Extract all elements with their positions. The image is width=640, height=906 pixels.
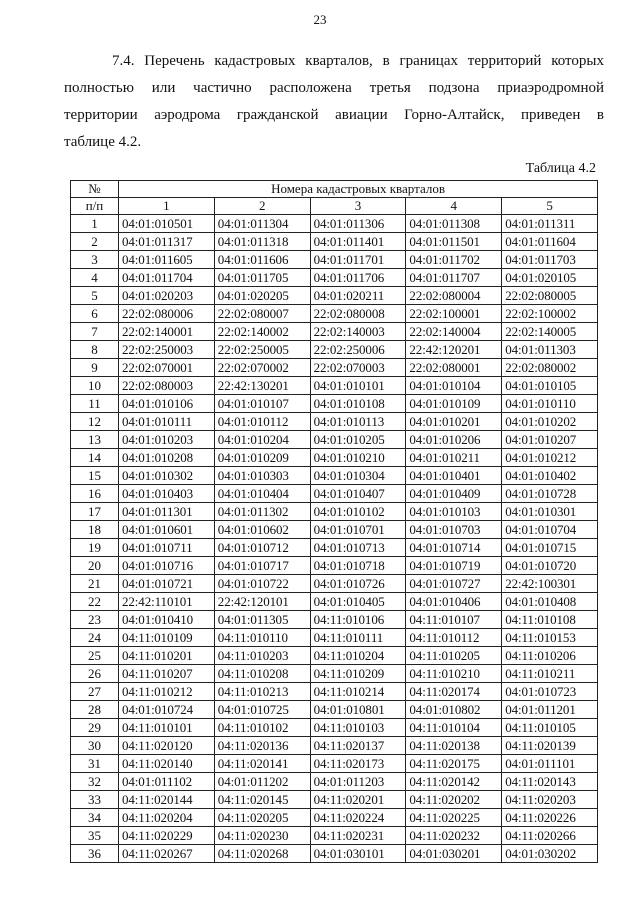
cadastral-number-cell: 04:11:010213 bbox=[214, 683, 310, 701]
cadastral-number-cell: 04:01:011705 bbox=[214, 269, 310, 287]
cadastral-number-cell: 04:01:011102 bbox=[119, 773, 215, 791]
table-row bbox=[71, 215, 598, 233]
cadastral-number-cell: 22:02:140004 bbox=[406, 323, 502, 341]
cadastral-number-cell: 04:11:020139 bbox=[502, 737, 598, 755]
cadastral-number-cell: 22:02:250006 bbox=[310, 341, 406, 359]
column-label: 3 bbox=[310, 198, 406, 215]
cadastral-number-cell: 04:01:010722 bbox=[214, 575, 310, 593]
cadastral-number-cell: 04:11:010111 bbox=[310, 629, 406, 647]
row-number-cell: 5 bbox=[71, 287, 119, 305]
row-number-cell: 15 bbox=[71, 467, 119, 485]
paragraph-line: таблице 4.2. bbox=[64, 134, 142, 150]
cadastral-number-cell: 04:11:020229 bbox=[119, 827, 215, 845]
cadastral-number-cell: 04:01:010718 bbox=[310, 557, 406, 575]
cadastral-number-cell: 04:01:010107 bbox=[214, 395, 310, 413]
cadastral-number-cell: 04:01:011703 bbox=[502, 251, 598, 269]
cadastral-number-cell: 22:02:070003 bbox=[310, 359, 406, 377]
cadastral-number-cell: 04:01:010105 bbox=[502, 377, 598, 395]
cadastral-number-cell: 22:02:140001 bbox=[119, 323, 215, 341]
cadastral-number-cell: 04:01:011704 bbox=[119, 269, 215, 287]
cadastral-number-cell: 04:01:011201 bbox=[502, 701, 598, 719]
cadastral-number-cell: 04:01:010211 bbox=[406, 449, 502, 467]
row-number-cell: 35 bbox=[71, 827, 119, 845]
cadastral-number-cell: 04:01:010202 bbox=[502, 413, 598, 431]
cadastral-number-cell: 04:01:010726 bbox=[310, 575, 406, 593]
cadastral-number-cell: 04:01:010210 bbox=[310, 449, 406, 467]
row-number-cell: 8 bbox=[71, 341, 119, 359]
cadastral-number-cell: 22:02:250005 bbox=[214, 341, 310, 359]
cadastral-number-cell: 22:02:080008 bbox=[310, 305, 406, 323]
cadastral-number-cell: 04:01:011308 bbox=[406, 215, 502, 233]
cadastral-number-cell: 04:01:010209 bbox=[214, 449, 310, 467]
paragraph-line: полностью или частично расположена третья подзона приаэродромной bbox=[64, 80, 604, 96]
row-number-cell: 29 bbox=[71, 719, 119, 737]
cadastral-number-cell: 04:11:010214 bbox=[310, 683, 406, 701]
cadastral-number-cell: 04:01:010401 bbox=[406, 467, 502, 485]
cadastral-number-cell: 04:01:010601 bbox=[119, 521, 215, 539]
row-number-cell: 2 bbox=[71, 233, 119, 251]
row-number-cell: 1 bbox=[71, 215, 119, 233]
cadastral-number-cell: 04:11:020138 bbox=[406, 737, 502, 755]
table-row bbox=[71, 593, 598, 611]
column-label: 2 bbox=[214, 198, 310, 215]
table-row bbox=[71, 791, 598, 809]
cadastral-number-cell: 04:11:020268 bbox=[214, 845, 310, 863]
table-row bbox=[71, 485, 598, 503]
cadastral-number-cell: 04:01:011318 bbox=[214, 233, 310, 251]
table-row bbox=[71, 755, 598, 773]
cadastral-number-cell: 04:11:020120 bbox=[119, 737, 215, 755]
cadastral-number-cell: 04:01:010101 bbox=[310, 377, 406, 395]
cadastral-number-cell: 04:01:010207 bbox=[502, 431, 598, 449]
row-number-cell: 12 bbox=[71, 413, 119, 431]
row-number-cell: 24 bbox=[71, 629, 119, 647]
cadastral-number-cell: 04:01:010801 bbox=[310, 701, 406, 719]
cadastral-number-cell: 04:01:010714 bbox=[406, 539, 502, 557]
cadastral-number-cell: 22:02:080001 bbox=[406, 359, 502, 377]
cadastral-number-cell: 04:11:010112 bbox=[406, 629, 502, 647]
row-number-cell: 10 bbox=[71, 377, 119, 395]
row-number-cell: 14 bbox=[71, 449, 119, 467]
cadastral-number-cell: 04:11:020226 bbox=[502, 809, 598, 827]
table-row bbox=[71, 377, 598, 395]
cadastral-number-cell: 04:01:011301 bbox=[119, 503, 215, 521]
cadastral-number-cell: 04:01:010409 bbox=[406, 485, 502, 503]
cadastral-number-cell: 04:01:010403 bbox=[119, 485, 215, 503]
table-row bbox=[71, 341, 598, 359]
row-number-cell: 28 bbox=[71, 701, 119, 719]
cadastral-number-cell: 04:01:010212 bbox=[502, 449, 598, 467]
cadastral-number-cell: 22:02:080005 bbox=[502, 287, 598, 305]
cadastral-number-cell: 04:11:020173 bbox=[310, 755, 406, 773]
cadastral-number-cell: 04:11:010205 bbox=[406, 647, 502, 665]
cadastral-number-cell: 04:01:011101 bbox=[502, 755, 598, 773]
cadastral-number-cell: 04:11:010103 bbox=[310, 719, 406, 737]
row-number-cell: 36 bbox=[71, 845, 119, 863]
table-row bbox=[71, 503, 598, 521]
cadastral-number-cell: 04:01:010713 bbox=[310, 539, 406, 557]
row-number-cell: 11 bbox=[71, 395, 119, 413]
cadastral-number-cell: 04:01:010201 bbox=[406, 413, 502, 431]
row-number-cell: 26 bbox=[71, 665, 119, 683]
cadastral-number-cell: 04:01:011317 bbox=[119, 233, 215, 251]
cadastral-number-cell: 22:02:070002 bbox=[214, 359, 310, 377]
table-row bbox=[71, 467, 598, 485]
cadastral-number-cell: 04:11:010206 bbox=[502, 647, 598, 665]
cadastral-number-cell: 04:11:020136 bbox=[214, 737, 310, 755]
table-row bbox=[71, 737, 598, 755]
cadastral-number-cell: 04:01:020205 bbox=[214, 287, 310, 305]
row-number-cell: 21 bbox=[71, 575, 119, 593]
table-caption: Таблица 4.2 bbox=[525, 161, 596, 176]
cadastral-number-cell: 22:42:110101 bbox=[119, 593, 215, 611]
cadastral-number-cell: 04:11:020231 bbox=[310, 827, 406, 845]
cadastral-number-cell: 04:11:010109 bbox=[119, 629, 215, 647]
cadastral-number-cell: 04:01:011707 bbox=[406, 269, 502, 287]
table-row bbox=[71, 305, 598, 323]
cadastral-number-cell: 04:11:010105 bbox=[502, 719, 598, 737]
cadastral-number-cell: 22:02:140005 bbox=[502, 323, 598, 341]
cadastral-number-cell: 04:01:010301 bbox=[502, 503, 598, 521]
table-row bbox=[71, 269, 598, 287]
cadastral-number-cell: 04:01:010109 bbox=[406, 395, 502, 413]
row-number-cell: 7 bbox=[71, 323, 119, 341]
cadastral-number-cell: 04:01:010704 bbox=[502, 521, 598, 539]
cadastral-number-cell: 04:01:020105 bbox=[502, 269, 598, 287]
table-row bbox=[71, 827, 598, 845]
table-row bbox=[71, 845, 598, 863]
cadastral-number-cell: 04:01:010106 bbox=[119, 395, 215, 413]
cadastral-number-cell: 04:01:010108 bbox=[310, 395, 406, 413]
cadastral-number-cell: 04:01:020203 bbox=[119, 287, 215, 305]
cadastral-number-cell: 04:01:011203 bbox=[310, 773, 406, 791]
cadastral-number-cell: 22:02:140002 bbox=[214, 323, 310, 341]
cadastral-number-cell: 04:01:010302 bbox=[119, 467, 215, 485]
cadastral-number-cell: 04:01:030202 bbox=[502, 845, 598, 863]
cadastral-number-cell: 04:11:010208 bbox=[214, 665, 310, 683]
cadastral-number-cell: 04:01:011306 bbox=[310, 215, 406, 233]
cadastral-number-cell: 04:11:020142 bbox=[406, 773, 502, 791]
cadastral-number-cell: 04:01:010103 bbox=[406, 503, 502, 521]
cadastral-number-cell: 04:01:010112 bbox=[214, 413, 310, 431]
cadastral-number-cell: 04:01:011302 bbox=[214, 503, 310, 521]
cadastral-number-cell: 04:01:010304 bbox=[310, 467, 406, 485]
row-number-cell: 9 bbox=[71, 359, 119, 377]
cadastral-number-cell: 04:11:020137 bbox=[310, 737, 406, 755]
cadastral-number-cell: 04:01:010203 bbox=[119, 431, 215, 449]
cadastral-number-cell: 04:11:020175 bbox=[406, 755, 502, 773]
cadastral-number-cell: 04:11:010209 bbox=[310, 665, 406, 683]
cadastral-number-cell: 04:01:010208 bbox=[119, 449, 215, 467]
cadastral-number-cell: 22:42:130201 bbox=[214, 377, 310, 395]
cadastral-number-cell: 04:11:020140 bbox=[119, 755, 215, 773]
cadastral-number-cell: 04:01:011401 bbox=[310, 233, 406, 251]
cadastral-number-cell: 04:01:030101 bbox=[310, 845, 406, 863]
cadastral-number-cell: 04:01:010721 bbox=[119, 575, 215, 593]
row-number-cell: 19 bbox=[71, 539, 119, 557]
table-row bbox=[71, 521, 598, 539]
row-number-cell: 22 bbox=[71, 593, 119, 611]
row-number-cell: 17 bbox=[71, 503, 119, 521]
cadastral-number-cell: 22:02:100002 bbox=[502, 305, 598, 323]
row-number-cell: 6 bbox=[71, 305, 119, 323]
table-row bbox=[71, 611, 598, 629]
cadastral-number-cell: 04:11:020143 bbox=[502, 773, 598, 791]
cadastral-number-cell: 04:01:010205 bbox=[310, 431, 406, 449]
cadastral-number-cell: 22:02:080006 bbox=[119, 305, 215, 323]
cadastral-number-cell: 04:01:030201 bbox=[406, 845, 502, 863]
cadastral-number-cell: 04:01:010703 bbox=[406, 521, 502, 539]
page-number: 23 bbox=[313, 12, 327, 27]
cadastral-number-cell: 04:11:010110 bbox=[214, 629, 310, 647]
cadastral-number-cell: 22:02:080002 bbox=[502, 359, 598, 377]
cadastral-number-cell: 04:11:020204 bbox=[119, 809, 215, 827]
cadastral-number-cell: 04:01:011303 bbox=[502, 341, 598, 359]
table-row bbox=[71, 413, 598, 431]
table-row bbox=[71, 449, 598, 467]
cadastral-number-cell: 04:01:010701 bbox=[310, 521, 406, 539]
cadastral-number-cell: 04:11:010102 bbox=[214, 719, 310, 737]
cadastral-number-cell: 22:02:070001 bbox=[119, 359, 215, 377]
cadastral-number-cell: 04:01:010715 bbox=[502, 539, 598, 557]
table-row bbox=[71, 251, 598, 269]
column-label: 4 bbox=[406, 198, 502, 215]
cadastral-number-cell: 04:01:010402 bbox=[502, 467, 598, 485]
cadastral-number-cell: 04:01:010404 bbox=[214, 485, 310, 503]
cadastral-number-cell: 22:42:120101 bbox=[214, 593, 310, 611]
row-number-cell: 31 bbox=[71, 755, 119, 773]
cadastral-number-cell: 04:11:020141 bbox=[214, 755, 310, 773]
cadastral-number-cell: 04:11:010153 bbox=[502, 629, 598, 647]
row-number-cell: 32 bbox=[71, 773, 119, 791]
cadastral-number-cell: 04:01:010727 bbox=[406, 575, 502, 593]
row-number-cell: 23 bbox=[71, 611, 119, 629]
cadastral-number-cell: 04:01:010405 bbox=[310, 593, 406, 611]
cadastral-number-cell: 04:01:011702 bbox=[406, 251, 502, 269]
cadastral-number-cell: 04:11:020205 bbox=[214, 809, 310, 827]
cadastral-number-cell: 04:01:011706 bbox=[310, 269, 406, 287]
cadastral-number-cell: 04:01:011701 bbox=[310, 251, 406, 269]
cadastral-number-cell: 04:01:011202 bbox=[214, 773, 310, 791]
row-number-cell: 27 bbox=[71, 683, 119, 701]
cadastral-number-cell: 04:11:020267 bbox=[119, 845, 215, 863]
cadastral-number-cell: 22:02:080003 bbox=[119, 377, 215, 395]
cadastral-number-cell: 04:01:010104 bbox=[406, 377, 502, 395]
header-group: Номера кадастровых кварталов bbox=[119, 181, 598, 198]
cadastral-number-cell: 22:02:080007 bbox=[214, 305, 310, 323]
cadastral-number-cell: 04:11:010106 bbox=[310, 611, 406, 629]
cadastral-number-cell: 04:11:010104 bbox=[406, 719, 502, 737]
cadastral-number-cell: 04:11:010204 bbox=[310, 647, 406, 665]
cadastral-number-cell: 22:42:100301 bbox=[502, 575, 598, 593]
cadastral-number-cell: 04:11:020201 bbox=[310, 791, 406, 809]
cadastral-number-cell: 04:01:010716 bbox=[119, 557, 215, 575]
cadastral-number-cell: 04:11:010107 bbox=[406, 611, 502, 629]
table-row bbox=[71, 287, 598, 305]
cadastral-number-cell: 04:01:010406 bbox=[406, 593, 502, 611]
cadastral-number-cell: 04:01:010711 bbox=[119, 539, 215, 557]
row-number-cell: 33 bbox=[71, 791, 119, 809]
cadastral-number-cell: 04:11:010212 bbox=[119, 683, 215, 701]
cadastral-number-cell: 04:01:011501 bbox=[406, 233, 502, 251]
intro-paragraph bbox=[64, 48, 604, 156]
table-row bbox=[71, 683, 598, 701]
cadastral-number-cell: 04:01:010723 bbox=[502, 683, 598, 701]
cadastral-number-cell: 04:01:010602 bbox=[214, 521, 310, 539]
cadastral-number-cell: 04:11:010201 bbox=[119, 647, 215, 665]
cadastral-number-cell: 04:01:010720 bbox=[502, 557, 598, 575]
table-row bbox=[71, 431, 598, 449]
cadastral-number-cell: 22:02:250003 bbox=[119, 341, 215, 359]
cadastral-number-cell: 04:01:010408 bbox=[502, 593, 598, 611]
cadastral-number-cell: 04:11:010203 bbox=[214, 647, 310, 665]
cadastral-number-cell: 04:01:010407 bbox=[310, 485, 406, 503]
table-row bbox=[71, 575, 598, 593]
header-number: № bbox=[71, 181, 119, 198]
cadastral-number-cell: 04:01:010410 bbox=[119, 611, 215, 629]
table-row bbox=[71, 539, 598, 557]
cadastral-number-cell: 04:01:010725 bbox=[214, 701, 310, 719]
cadastral-number-cell: 04:01:010206 bbox=[406, 431, 502, 449]
cadastral-number-cell: 04:01:010501 bbox=[119, 215, 215, 233]
cadastral-number-cell: 04:01:010303 bbox=[214, 467, 310, 485]
cadastral-number-cell: 22:02:140003 bbox=[310, 323, 406, 341]
row-number-cell: 16 bbox=[71, 485, 119, 503]
table-row bbox=[71, 701, 598, 719]
cadastral-number-cell: 04:11:020145 bbox=[214, 791, 310, 809]
row-number-cell: 13 bbox=[71, 431, 119, 449]
cadastral-number-cell: 04:11:020202 bbox=[406, 791, 502, 809]
table-row bbox=[71, 773, 598, 791]
row-number-cell: 3 bbox=[71, 251, 119, 269]
cadastral-number-cell: 04:11:020144 bbox=[119, 791, 215, 809]
cadastral-number-cell: 04:01:010110 bbox=[502, 395, 598, 413]
row-number-cell: 20 bbox=[71, 557, 119, 575]
row-number-cell: 30 bbox=[71, 737, 119, 755]
row-number-cell: 18 bbox=[71, 521, 119, 539]
cadastral-number-cell: 04:01:010102 bbox=[310, 503, 406, 521]
cadastral-number-cell: 04:01:010113 bbox=[310, 413, 406, 431]
table-row bbox=[71, 665, 598, 683]
table-row bbox=[71, 719, 598, 737]
paragraph-line: территории аэродрома гражданской авиации Горно-Алтайск, приведен в bbox=[64, 107, 604, 123]
cadastral-number-cell: 04:11:020174 bbox=[406, 683, 502, 701]
cadastral-quarters-table bbox=[70, 180, 598, 863]
cadastral-number-cell: 04:11:020230 bbox=[214, 827, 310, 845]
cadastral-number-cell: 22:02:080004 bbox=[406, 287, 502, 305]
cadastral-number-cell: 04:11:020224 bbox=[310, 809, 406, 827]
table-row bbox=[71, 647, 598, 665]
cadastral-number-cell: 04:11:020232 bbox=[406, 827, 502, 845]
cadastral-number-cell: 04:11:020225 bbox=[406, 809, 502, 827]
cadastral-number-cell: 04:01:010111 bbox=[119, 413, 215, 431]
cadastral-number-cell: 04:01:010728 bbox=[502, 485, 598, 503]
cadastral-number-cell: 04:01:010802 bbox=[406, 701, 502, 719]
row-number-cell: 34 bbox=[71, 809, 119, 827]
row-number-cell: 25 bbox=[71, 647, 119, 665]
cadastral-number-cell: 04:01:010712 bbox=[214, 539, 310, 557]
table-row bbox=[71, 395, 598, 413]
cadastral-number-cell: 04:01:010717 bbox=[214, 557, 310, 575]
cadastral-number-cell: 04:01:010204 bbox=[214, 431, 310, 449]
cadastral-number-cell: 04:11:010211 bbox=[502, 665, 598, 683]
header-number-sub: п/п bbox=[71, 198, 119, 215]
paragraph-line: 7.4. Перечень кадастровых кварталов, в границах территорий которых bbox=[112, 53, 604, 69]
column-label: 1 bbox=[119, 198, 215, 215]
table-row bbox=[71, 629, 598, 647]
row-number-cell: 4 bbox=[71, 269, 119, 287]
table-row bbox=[71, 233, 598, 251]
cadastral-number-cell: 04:01:010719 bbox=[406, 557, 502, 575]
cadastral-number-cell: 04:01:010724 bbox=[119, 701, 215, 719]
cadastral-number-cell: 04:11:020266 bbox=[502, 827, 598, 845]
table-body bbox=[71, 215, 598, 863]
cadastral-number-cell: 22:02:100001 bbox=[406, 305, 502, 323]
cadastral-number-cell: 04:01:011605 bbox=[119, 251, 215, 269]
cadastral-number-cell: 04:01:011304 bbox=[214, 215, 310, 233]
table-row bbox=[71, 323, 598, 341]
cadastral-number-cell: 04:11:020203 bbox=[502, 791, 598, 809]
column-label: 5 bbox=[502, 198, 598, 215]
cadastral-number-cell: 04:01:011604 bbox=[502, 233, 598, 251]
cadastral-number-cell: 04:01:011606 bbox=[214, 251, 310, 269]
cadastral-number-cell: 04:11:010101 bbox=[119, 719, 215, 737]
cadastral-number-cell: 04:11:010207 bbox=[119, 665, 215, 683]
cadastral-number-cell: 22:42:120201 bbox=[406, 341, 502, 359]
cadastral-number-cell: 04:01:011305 bbox=[214, 611, 310, 629]
cadastral-number-cell: 04:01:020211 bbox=[310, 287, 406, 305]
table-row bbox=[71, 809, 598, 827]
cadastral-number-cell: 04:11:010210 bbox=[406, 665, 502, 683]
table-row bbox=[71, 557, 598, 575]
cadastral-number-cell: 04:11:010108 bbox=[502, 611, 598, 629]
table-row bbox=[71, 359, 598, 377]
cadastral-number-cell: 04:01:011311 bbox=[502, 215, 598, 233]
